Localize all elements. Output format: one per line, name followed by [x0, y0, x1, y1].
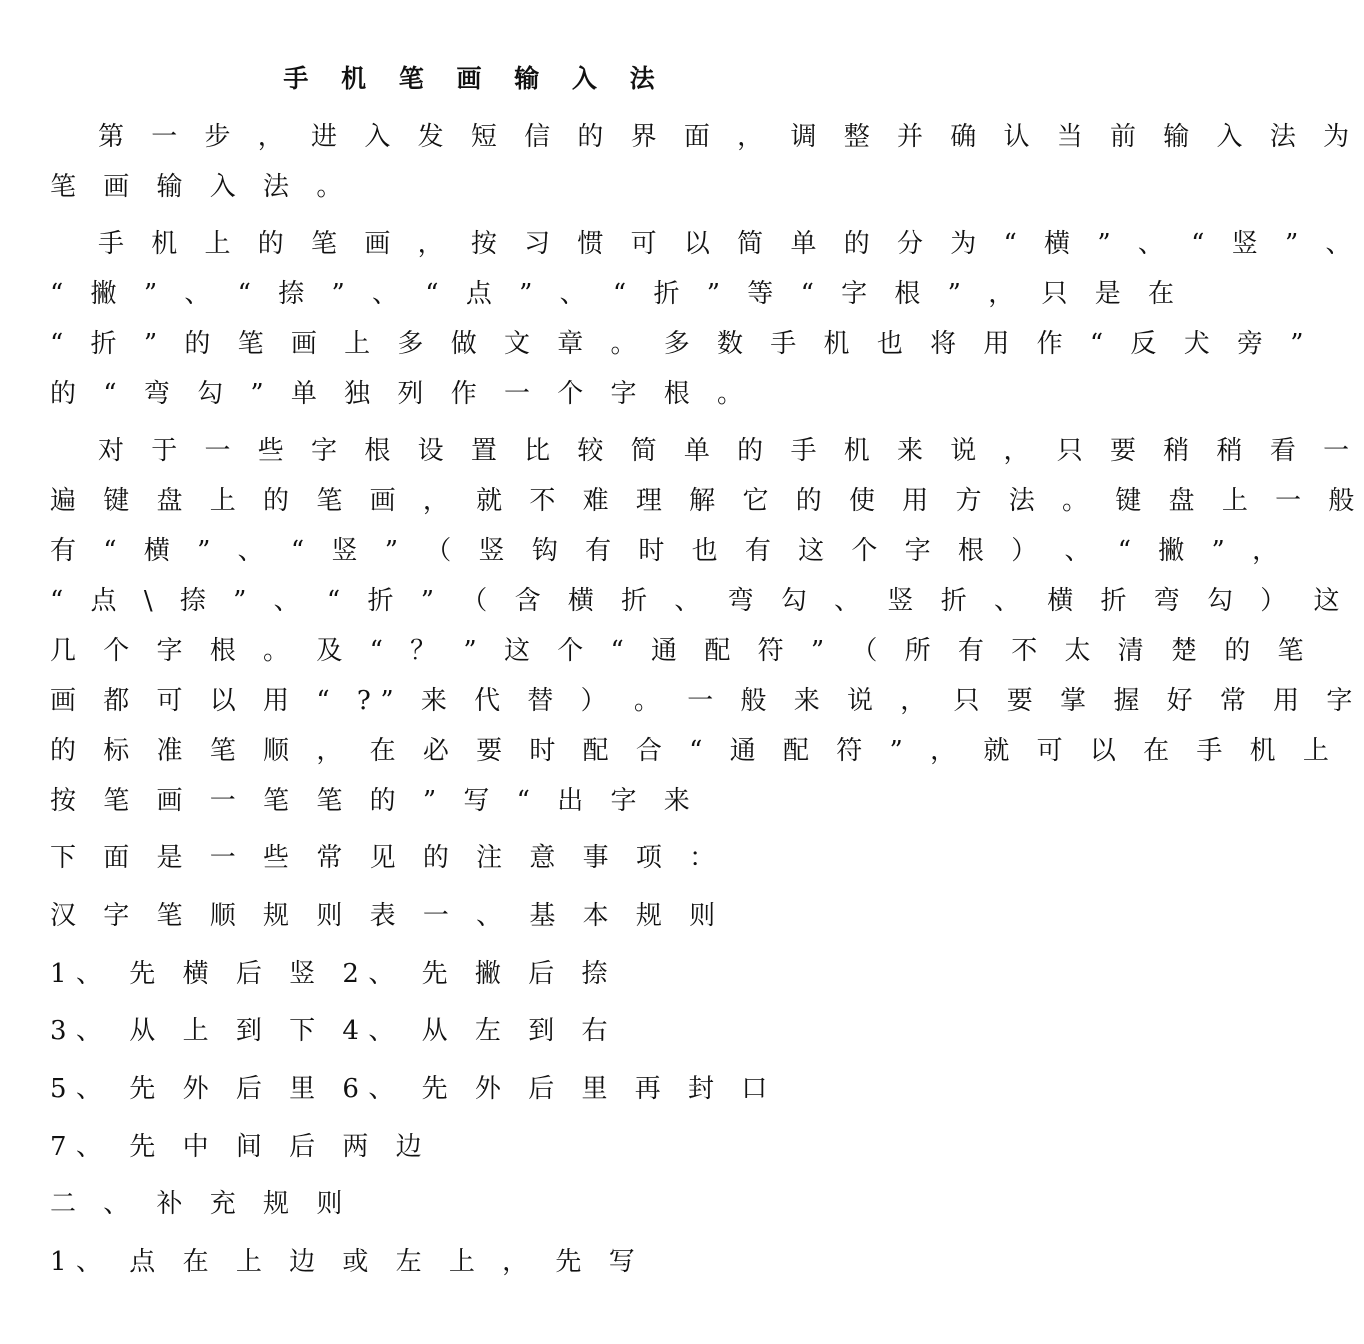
notes-intro: 下 面 是 一 些 常 见 的 注 意 事 项 ： — [50, 843, 725, 873]
basic-rule-line-3: 5、 先 外 后 里 6、 先 外 后 里 再 封 口 — [50, 1074, 777, 1104]
paragraph-1-line-2: 笔 画 输 入 法 。 — [50, 172, 352, 202]
paragraph-3-line-3: 有 “ 横 ” 、 “ 竖 ” （ 竖 钩 有 时 也 有 这 个 字 根 ） 、 “ 撇 ” ， — [50, 536, 1288, 566]
rules-heading: 汉 字 笔 顺 规 则 表 一 、 基 本 规 则 — [50, 901, 725, 931]
supplement-rule-line-1: 1、 点 在 上 边 或 左 上 ， 先 写 — [50, 1247, 645, 1277]
basic-rule-line-4: 7、 先 中 间 后 两 边 — [50, 1132, 432, 1162]
paragraph-2-line-2: “ 撇 ” 、 “ 捺 ” 、 “ 点 ” 、 “ 折 ” 等 “ 字 根 ” ， 只 是 在 — [50, 279, 1184, 309]
paragraph-2-line-4: 的 “ 弯 勾 ” 单 独 列 作 一 个 字 根 。 — [50, 379, 753, 409]
basic-rule-line-1: 1、 先 横 后 竖 2、 先 撇 后 捺 — [50, 959, 617, 989]
paragraph-1-line-1: 第 一 步 ， 进 入 发 短 信 的 界 面 ， 调 整 并 确 认 当 前 输 入 法 为 — [98, 122, 1359, 152]
paragraph-3-line-2: 遍 键 盘 上 的 笔 画 ， 就 不 难 理 解 它 的 使 用 方 法 。 键 盘 上 一 般 — [50, 486, 1364, 516]
paragraph-3-line-7: 的 标 准 笔 顺 ， 在 必 要 时 配 合 “ 通 配 符 ” ， 就 可 以 在 手 机 上 — [50, 736, 1339, 766]
paragraph-3-line-5: 几 个 字 根 。 及 “ ？ ” 这 个 “ 通 配 符 ” （ 所 有 不 太 清 楚 的 笔 — [50, 636, 1314, 666]
paragraph-3-line-6: 画 都 可 以 用 “ ?” 来 代 替 ） 。 一 般 来 说 ， 只 要 掌 握 好 常 用 字 — [50, 686, 1362, 716]
paragraph-3-line-1: 对 于 一 些 字 根 设 置 比 较 简 单 的 手 机 来 说 ， 只 要 稍 稍 看 一 — [98, 436, 1359, 466]
supplement-heading: 二 、 补 充 规 则 — [50, 1189, 352, 1219]
paragraph-3-line-4: “ 点 \ 捺 ” 、 “ 折 ” （ 含 横 折 、 弯 勾 、 竖 折 、 横 折 弯 勾 ） 这 — [50, 586, 1350, 616]
basic-rule-line-2: 3、 从 上 到 下 4、 从 左 到 右 — [50, 1016, 617, 1046]
paragraph-2-line-1: 手 机 上 的 笔 画 ， 按 习 惯 可 以 简 单 的 分 为 “ 横 ” 、 “ 竖 ” 、 — [98, 229, 1362, 259]
paragraph-2-line-3: “ 折 ” 的 笔 画 上 多 做 文 章 。 多 数 手 机 也 将 用 作 “ 反 犬 旁 ” — [50, 329, 1314, 359]
paragraph-3-line-8: 按 笔 画 一 笔 笔 的 ” 写 “ 出 字 来 — [50, 786, 700, 816]
document-title: 手 机 笔 画 输 入 法 — [283, 64, 667, 93]
